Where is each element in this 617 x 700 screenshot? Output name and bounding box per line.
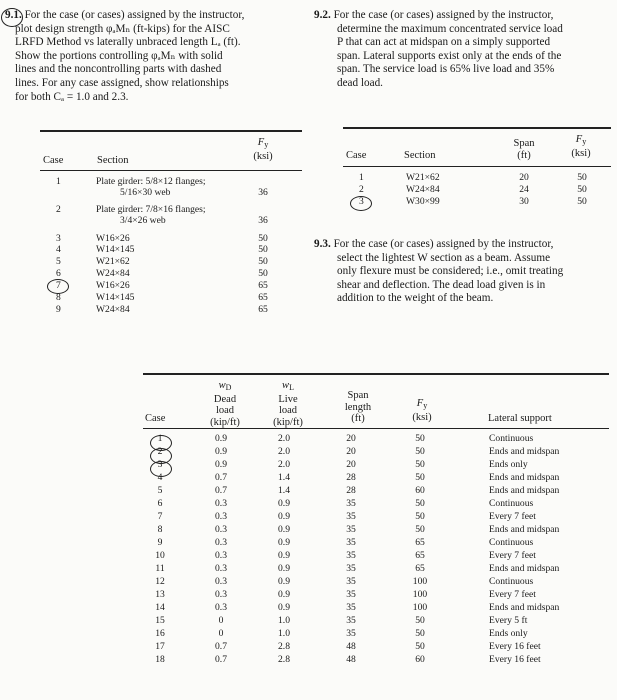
t3-cell-lat: Every 16 feet <box>489 654 541 665</box>
circle-mark-case-3b <box>150 461 172 477</box>
t3-cell-case: 15 <box>155 615 165 626</box>
t3-cell-wd: 0.3 <box>215 589 227 600</box>
t3-cell-lat: Ends and midspan <box>489 446 560 457</box>
p91-line-4: lines and the noncontrolling parts with dashed <box>15 63 222 76</box>
t3-cell-span: 35 <box>346 511 356 522</box>
t3-cell-lat: Continuous <box>489 576 534 587</box>
t3-cell-case: 4 <box>157 472 163 483</box>
t3-cell-wd: 0.9 <box>215 433 227 444</box>
t3-cell-span: 35 <box>346 498 356 509</box>
t3-cell-fy: 100 <box>412 602 428 613</box>
t3-cell-span: 35 <box>346 524 356 535</box>
t3-cell-span: 48 <box>346 654 356 665</box>
t3-cell-lat: Ends and midspan <box>489 602 560 613</box>
t3-cell-wl: 0.9 <box>278 589 290 600</box>
t3-cell-wd: 0.7 <box>215 485 227 496</box>
p93-line-4: addition to the weight of the beam. <box>337 292 494 305</box>
p93-line-3: shear and deflection. The dead load given is in <box>337 278 546 291</box>
t1-header-fy: $F_y$ (ksi) <box>253 137 273 162</box>
t3-header-span: Span length (ft) <box>344 390 372 424</box>
t3-cell-span: 35 <box>346 563 356 574</box>
t3-cell-span: 35 <box>346 628 356 639</box>
t3-cell-case: 10 <box>155 550 165 561</box>
table2-top-rule <box>343 127 611 129</box>
p91-line-6: for both Cₐ = 1.0 and 2.3. <box>15 90 129 103</box>
t2-header-fy: $F_y$ (ksi) <box>571 134 591 159</box>
t3-cell-lat: Ends only <box>489 459 528 470</box>
t3-cell-fy: 50 <box>415 446 425 457</box>
t3-cell-wd: 0.3 <box>215 511 227 522</box>
t3-cell-case: 7 <box>157 511 163 522</box>
t3-cell-span: 35 <box>346 615 356 626</box>
p93-line-0: 9.3. For the case (or cases) assigned by the instructor, <box>314 238 554 250</box>
t3-cell-wd: 0.7 <box>215 472 227 483</box>
p92-number: 9.2. <box>314 9 331 21</box>
t3-cell-wd: 0.3 <box>215 576 227 587</box>
t3-cell-lat: Every 7 feet <box>489 550 536 561</box>
t3-cell-wl: 2.8 <box>278 654 290 665</box>
t3-cell-fy: 50 <box>415 615 425 626</box>
t3-cell-wl: 1.4 <box>278 485 290 496</box>
t3-header-lateral: Lateral support <box>488 413 552 424</box>
p93-line-2: only flexure must be considered; i.e., omit treating <box>337 265 564 278</box>
p91-line-0: 9.1. For the case (or cases) assigned by the instructor, <box>5 9 245 21</box>
t3-cell-fy: 50 <box>415 498 425 509</box>
t3-cell-wl: 2.0 <box>278 446 290 457</box>
t3-cell-lat: Continuous <box>489 498 534 509</box>
t3-cell-wl: 0.9 <box>278 576 290 587</box>
t3-cell-span: 35 <box>346 537 356 548</box>
t3-cell-lat: Every 16 feet <box>489 641 541 652</box>
p93-number: 9.3. <box>314 238 331 250</box>
t3-cell-wd: 0.9 <box>215 459 227 470</box>
p91-line-5: lines. For any case assigned, show relationships <box>15 76 229 89</box>
t2-header-span: Span (ft) <box>513 138 535 161</box>
t3-cell-span: 35 <box>346 576 356 587</box>
t3-cell-span: 28 <box>346 472 356 483</box>
t3-cell-span: 28 <box>346 485 356 496</box>
t1-header-section: Section <box>97 155 129 166</box>
t3-header-case: Case <box>145 413 166 424</box>
t3-cell-lat: Every 7 feet <box>489 511 536 522</box>
p91-line-3: Show the portions controlling φₐMₙ with solid <box>15 49 223 62</box>
t3-cell-case: 13 <box>155 589 165 600</box>
table3-top-rule <box>143 373 609 375</box>
t3-cell-fy: 100 <box>412 589 428 600</box>
t3-cell-wl: 1.0 <box>278 615 290 626</box>
t3-cell-wd: 0.9 <box>215 446 227 457</box>
table1-top-rule <box>40 130 302 132</box>
t3-cell-fy: 50 <box>415 524 425 535</box>
t3-cell-span: 35 <box>346 550 356 561</box>
t3-cell-case: 3 <box>157 459 163 470</box>
t3-cell-lat: Ends only <box>489 628 528 639</box>
t3-cell-case: 12 <box>155 576 165 587</box>
t3-cell-fy: 50 <box>415 459 425 470</box>
p92-line-0: 9.2. For the case (or cases) assigned by the instructor, <box>314 9 554 21</box>
t3-cell-wl: 0.9 <box>278 498 290 509</box>
circle-mark-case-6 <box>47 279 69 294</box>
t3-cell-span: 35 <box>346 589 356 600</box>
problem-9-3 <box>314 238 614 306</box>
t3-cell-case: 14 <box>155 602 165 613</box>
t3-cell-fy: 65 <box>415 563 425 574</box>
t3-cell-wl: 1.0 <box>278 628 290 639</box>
t3-cell-lat: Ends and midspan <box>489 563 560 574</box>
t3-cell-wd: 0.7 <box>215 641 227 652</box>
t3-cell-lat: Ends and midspan <box>489 472 560 483</box>
t3-cell-span: 20 <box>346 459 356 470</box>
t3-cell-span: 20 <box>346 433 356 444</box>
p92-line-1: determine the maximum concentrated service load <box>337 22 563 35</box>
p91-line-1: plot design strength φₐMₙ (ft-kips) for the AISC <box>15 22 230 35</box>
t3-cell-wl: 0.9 <box>278 602 290 613</box>
table2-header-rule <box>343 166 611 167</box>
p93-line-1: select the lightest W section as a beam. Assume <box>337 251 551 264</box>
t3-cell-wl: 2.0 <box>278 459 290 470</box>
t3-cell-span: 20 <box>346 446 356 457</box>
t3-cell-lat: Continuous <box>489 433 534 444</box>
t3-cell-wl: 1.4 <box>278 472 290 483</box>
problem-9-1 <box>5 9 295 104</box>
t3-cell-wd: 0.3 <box>215 602 227 613</box>
t3-cell-span: 48 <box>346 641 356 652</box>
t2-header-section: Section <box>404 150 436 161</box>
t3-cell-wl: 0.9 <box>278 550 290 561</box>
t3-cell-case: 18 <box>155 654 165 665</box>
t3-cell-lat: Continuous <box>489 537 534 548</box>
table1-header-rule <box>40 170 302 171</box>
t3-cell-wd: 0.3 <box>215 563 227 574</box>
t3-cell-wl: 0.9 <box>278 524 290 535</box>
t3-cell-lat: Ends and midspan <box>489 524 560 535</box>
t3-header-wl: $w_L$ Live load (kip/ft) <box>273 380 303 428</box>
t2-header-case: Case <box>346 150 367 161</box>
t1-header-case: Case <box>43 155 64 166</box>
t3-cell-fy: 60 <box>415 485 425 496</box>
t3-cell-wl: 2.0 <box>278 433 290 444</box>
t3-cell-lat: Every 7 feet <box>489 589 536 600</box>
p91-number: 9.1. <box>5 9 22 21</box>
t3-cell-case: 5 <box>157 485 163 496</box>
t3-cell-fy: 50 <box>415 641 425 652</box>
t3-cell-fy: 65 <box>415 537 425 548</box>
p92-line-5: dead load. <box>337 76 383 89</box>
t3-cell-case: 2 <box>157 446 163 457</box>
t3-cell-fy: 65 <box>415 550 425 561</box>
t3-cell-span: 35 <box>346 602 356 613</box>
t3-cell-wd: 0 <box>218 628 224 639</box>
t3-cell-wl: 0.9 <box>278 537 290 548</box>
t3-cell-wd: 0.3 <box>215 524 227 535</box>
t3-cell-wd: 0.3 <box>215 537 227 548</box>
t3-cell-case: 11 <box>155 563 165 574</box>
t3-cell-wd: 0.3 <box>215 498 227 509</box>
t3-cell-case: 16 <box>155 628 165 639</box>
t3-cell-fy: 50 <box>415 472 425 483</box>
t3-cell-wl: 0.9 <box>278 563 290 574</box>
table3-header-rule <box>143 428 609 429</box>
t3-cell-wd: 0.3 <box>215 550 227 561</box>
t3-cell-case: 9 <box>157 537 163 548</box>
p92-line-3: span. Lateral supports exist only at the ends of the <box>337 49 562 62</box>
t3-cell-wl: 2.8 <box>278 641 290 652</box>
p92-line-2: P that can act at midspan on a simply supported <box>337 36 551 49</box>
t3-header-fy: $F_y$ (ksi) <box>412 398 432 423</box>
t3-cell-wl: 0.9 <box>278 511 290 522</box>
t3-cell-case: 1 <box>157 433 163 444</box>
t3-cell-fy: 60 <box>415 654 425 665</box>
t3-cell-wd: 0.7 <box>215 654 227 665</box>
problem-9-2 <box>314 9 614 91</box>
t3-cell-wd: 0 <box>218 615 224 626</box>
t3-cell-fy: 50 <box>415 433 425 444</box>
p91-line-2: LRFD Method vs laterally unbraced length Lₐ (ft). <box>15 36 241 49</box>
t3-cell-fy: 50 <box>415 628 425 639</box>
t3-cell-case: 17 <box>155 641 165 652</box>
t3-header-wd: $w_D$ Dead load (kip/ft) <box>210 380 240 428</box>
t3-cell-case: 8 <box>157 524 163 535</box>
circle-mark-case-3 <box>350 196 372 211</box>
t3-cell-lat: Ends and midspan <box>489 485 560 496</box>
t3-cell-fy: 100 <box>412 576 428 587</box>
t3-cell-fy: 50 <box>415 511 425 522</box>
p92-line-4: span. The service load is 65% live load and 35% <box>337 63 555 76</box>
t3-cell-case: 6 <box>157 498 163 509</box>
t3-cell-lat: Every 5 ft <box>489 615 528 626</box>
